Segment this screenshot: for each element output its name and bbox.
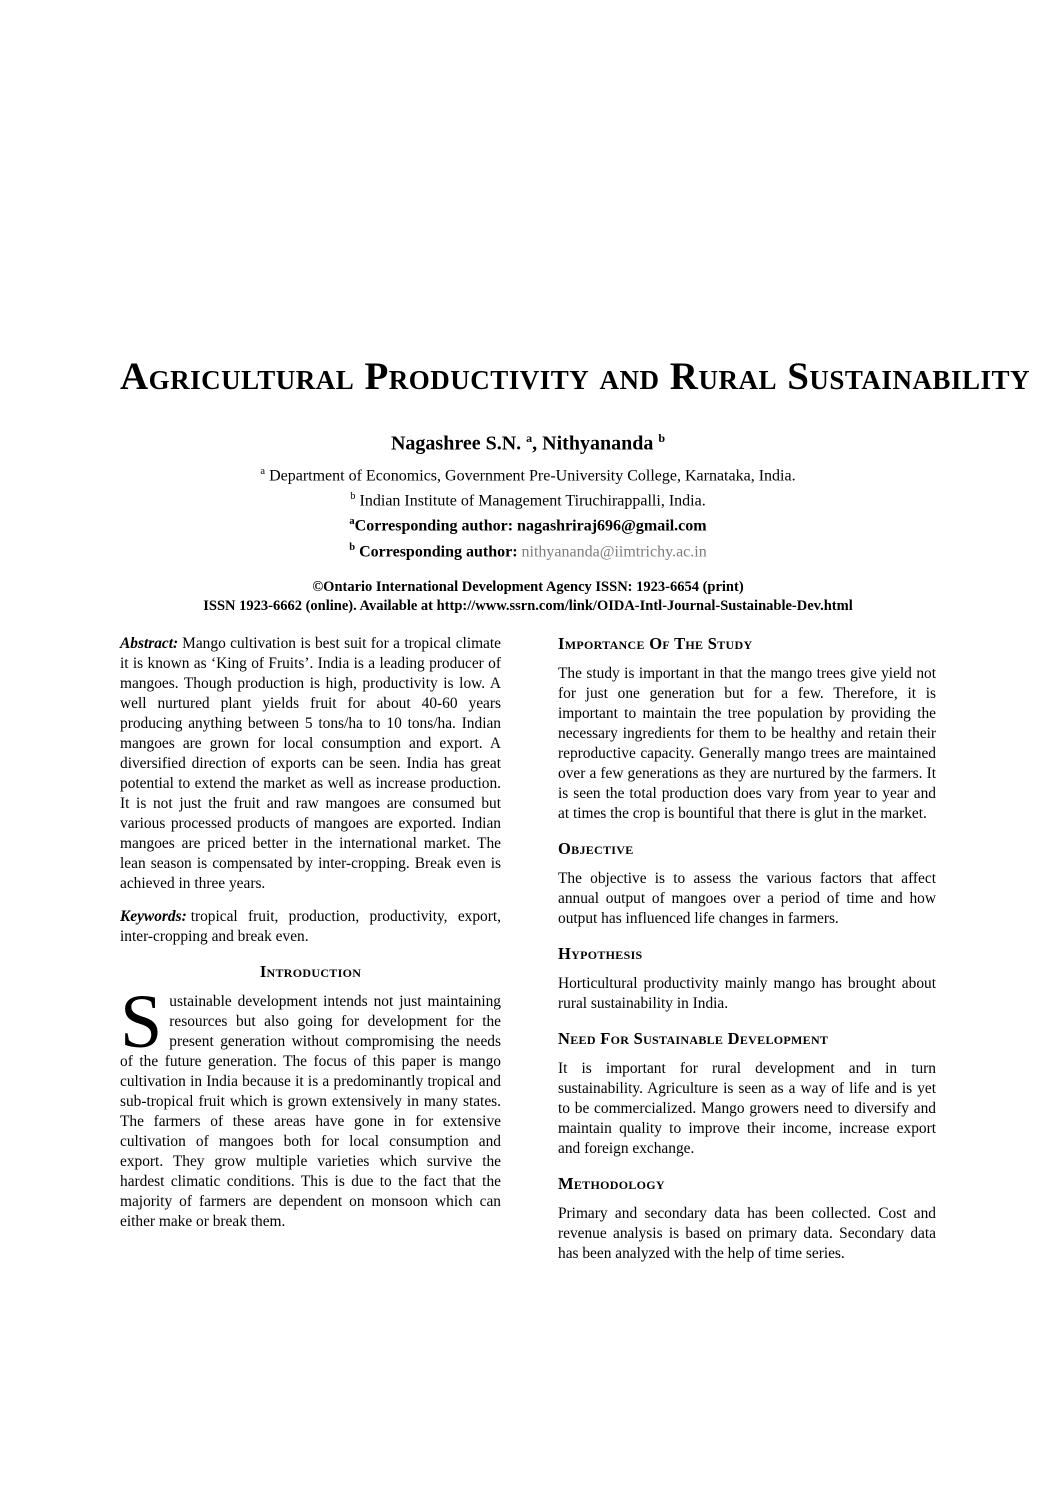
abstract-label: Abstract:: [120, 634, 179, 652]
affiliation-text-b: Indian Institute of Management Tiruchirappalli, India.: [359, 492, 706, 510]
author-sup-a: a: [526, 430, 533, 445]
introduction-text: ustainable development intends not just maintaining resources but also going for development for the present generation without compromising the needs of the future generation. The focus of this paper is mango cultivation in India because it is a predominantly tropical and sub-tropical fruit which is grown extensively in many states. The farmers of these areas have gone in for extensive cultivation of mangoes both for local consumption and export. They grow multiple varieties which survive the hardest climatic conditions. This is due to the fact that the majority of farmers are dependent on monsoon which can either make or break them.: [120, 992, 501, 1230]
affiliation-line-b: [120, 486, 936, 511]
keywords-label: Keywords:: [120, 907, 187, 925]
corresponding-sup-b: b: [349, 541, 356, 553]
affiliation-sup-b: b: [350, 490, 356, 502]
author-name-b: Nithyananda: [542, 432, 654, 455]
affiliations-block: [120, 461, 936, 562]
intro-dropcap: S: [120, 979, 163, 1064]
section-heading-hypothesis: Hypothesis: [558, 943, 643, 963]
corresponding-sup-a: a: [349, 516, 355, 528]
abstract-paragraph: [120, 634, 501, 894]
corresponding-line-b: [120, 537, 936, 562]
author-name-a: Nagashree S.N.: [390, 432, 522, 455]
paper-header: [120, 355, 1030, 616]
section-paragraph-importance: The study is important in that the mango trees give yield not for just one generation but for a few. Therefore, it is important to maintain the tree population by providing the necessary ingredients for them to be healthy and retain their reproductive capacity. Generally mango trees are maintained over a few generations as they are nurtured by the farmers. It is seen the total production does vary from year to year and at times the crop is bountiful that there is glut in the market.: [558, 664, 936, 822]
corresponding-line-a: [120, 511, 936, 536]
corresponding-label-a: Corresponding author:: [354, 517, 514, 535]
issn-block: [120, 578, 936, 616]
author-sup-b: b: [658, 430, 666, 445]
section-paragraph-methodology: Primary and secondary data has been collected. Cost and revenue analysis is based on primary data. Secondary data has been analyzed with the help of time series.: [558, 1204, 936, 1262]
section-heading-need-for-sustainable-development: Need For Sustainable Development: [558, 1028, 829, 1048]
author-separator: ,: [532, 432, 543, 455]
section-paragraph-hypothesis: Horticultural productivity mainly mango has brought about rural sustainability in India.: [558, 974, 936, 1012]
corresponding-email-b: nithyananda@iimtrichy.ac.in: [521, 542, 707, 560]
left-column: [120, 634, 501, 1277]
section-heading-objective: Objective: [558, 838, 634, 858]
two-column-body: [120, 634, 936, 1277]
section-heading-introduction: Introduction: [259, 961, 362, 981]
authors-line: [120, 426, 936, 456]
introduction-paragraph: [120, 979, 501, 1232]
section-heading-importance: Importance Of The Study: [558, 633, 753, 653]
abstract-text: Mango cultivation is best suit for a tropical climate it is known as ‘King of Fruits’. India is a leading producer of mangoes. Though production is high, productivity is low. A well nurtured plant yields fruit for about 40-60 years producing anything between 5 tons/ha to 10 tons/ha. Indian mangoes are grown for local consumption and export. A diversified direction of exports can be seen. India has great potential to extend the market as well as increase production. It is not just the fruit and raw mangoes are consumed but various processed products of mangoes are exported. Indian mangoes are priced better in the international market. The lean season is compensated by inter-cropping. Break even is achieved in three years.: [120, 634, 501, 892]
corresponding-email-a: nagashriraj696@gmail.com: [517, 517, 707, 535]
keywords-text: tropical fruit, production, productivity, export, inter-cropping and break even.: [120, 907, 501, 945]
corresponding-label-b: Corresponding author:: [359, 542, 518, 560]
section-paragraph-need-for-sustainable-development: It is important for rural development and in turn sustainability. Agriculture is seen as a way of life and is yet to be commercialized. Mango growers need to diversify and maintain quality to improve their income, increase export and foreign exchange.: [558, 1059, 936, 1157]
issn-line-online: ISSN 1923-6662 (online). Available at http://www.ssrn.com/link/OIDA-Intl-Journal-Sustainable-Dev.html: [203, 597, 853, 614]
affiliation-sup-a: a: [260, 465, 266, 477]
right-column: [558, 634, 936, 1277]
affiliation-text-a: Department of Economics, Government Pre-University College, Karnataka, India.: [269, 466, 796, 484]
paper-title: Agricultural Productivity and Rural Sustainability: [120, 355, 1030, 398]
affiliation-line-a: [120, 461, 936, 486]
section-paragraph-objective: The objective is to assess the various factors that affect annual output of mangoes over a period of time and how output has influenced life changes in farmers.: [558, 869, 936, 927]
issn-line-print: ©Ontario International Development Agency ISSN: 1923-6654 (print): [312, 578, 744, 595]
keywords-paragraph: [120, 907, 501, 947]
section-heading-methodology: Methodology: [558, 1173, 665, 1193]
